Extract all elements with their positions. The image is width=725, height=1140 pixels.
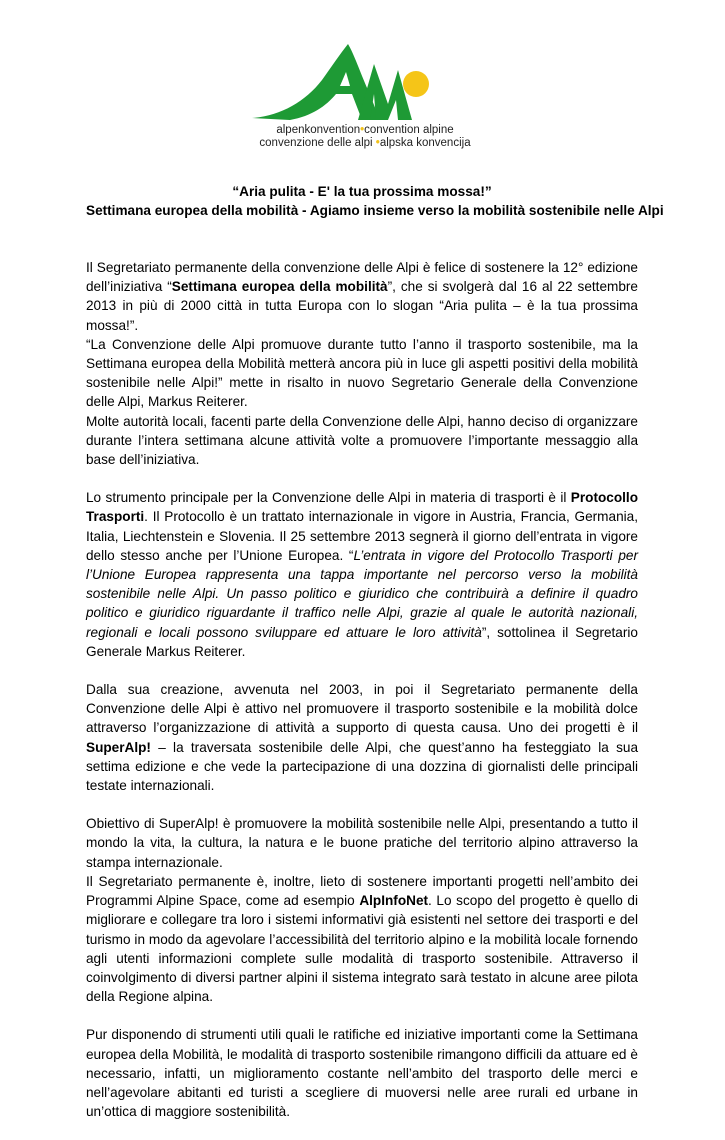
p1-text-a: Il Segretariato permanente della convenzione delle Alpi è felice di sostenere la 12° edizione dell’iniziativa “ <box>86 260 638 295</box>
paragraph-quote: “La Convenzione delle Alpi promuove durante tutto l’anno il trasporto sostenibile, ma la Settimana europea della Mobilità metterà ancora più in luce gli aspetti positivi della mobilità sostenibile nelle Alpi!” mette in risalto in nuovo Segretario Generale della Convenzione delle Alpi, Markus Reiterer. <box>86 336 638 410</box>
paragraph-intro <box>86 258 638 335</box>
logo-text-convention-alpine: convention alpine <box>364 124 454 136</box>
separator-dot-icon: • <box>360 124 365 136</box>
logo-text-convenzione: convenzione delle alpi <box>259 137 373 149</box>
p4-bold-protocol: Protocollo Trasporti <box>86 490 638 525</box>
paragraph-superalp <box>86 680 638 795</box>
paragraph-transport-protocol <box>86 488 638 661</box>
p1-text-c: ”, che si svolgerà dal 16 al 22 settembre 2013 in più di 2000 città in tutta Europa con lo slogan “Aria pulita – è la tua prossima mossa!”. <box>86 279 638 333</box>
p4-italic-quote: L’entrata in vigore del Protocollo Trasporti per l’Unione Europea rappresenta una tappa importante nel percorso verso la mobilità sostenibile nelle Alpi. Un passo politico e giuridico che contribuirà a definire il quadro politico e giuridico riguardante il traffico nelle Alpi, grazie al quale le autorità nazionali, regionali e locali possono sviluppare ed attuare le loro attività <box>86 547 639 640</box>
press-release-title: “Aria pulita - E' la tua prossima mossa!” <box>232 184 492 199</box>
logo-caption-line-1 <box>250 124 480 136</box>
paragraph-alpinfonet <box>86 872 638 1006</box>
mountain-logo-icon <box>250 42 480 122</box>
paragraph-local-authorities: Molte autorità locali, facenti parte della Convenzione delle Alpi, hanno deciso di organizzare durante l’intera settimana alcune attività volte a promuovere l’importante messaggio alla base dell’iniziativa. <box>86 413 638 468</box>
p4-text-c: . Il Protocollo è un trattato internazionale in vigore in Austria, Francia, Germania, Italia, Liechtenstein e Slovenia. Il 25 settembre 2013 segnerà il giorno dell’entrata in vigore dello stesso anche per l’Unione Europea. “ <box>86 509 638 563</box>
alpine-convention-logo <box>250 42 480 152</box>
logo-caption-line-2 <box>250 137 480 149</box>
logo-text-alpenkonvention: alpenkonvention <box>276 124 361 136</box>
paragraph-superalp-goal: Obiettivo di SuperAlp! è promuovere la mobilità sostenibile nelle Alpi, presentando a tutto il mondo la vita, la cultura, la natura e le buone pratiche del territorio alpino attraverso la stampa internazionale. <box>86 816 638 870</box>
p5-text-a: Dalla sua creazione, avvenuta nel 2003, in poi il Segretariato permanente della Convenzione delle Alpi è attivo nel promuovere il trasporto sostenibile e la mobilità dolce attraverso l’organizzazione di attività a supporto di questa causa. Uno dei progetti è il <box>86 682 638 736</box>
p4-text-e: ”, sottolinea il Segretario Generale Markus Reiterer. <box>86 624 638 659</box>
p7-bold-alpinfonet: AlpInfoNet <box>359 893 429 909</box>
p4-text-a: Lo strumento principale per la Convenzione delle Alpi in materia di trasporti è il <box>86 490 571 506</box>
p7-text-c: . Lo scopo del progetto è quello di migliorare e collegare tra loro i sistemi informativi già esistenti nel settore dei trasporti e del turismo in modo da agevolare l’accessibilità del territorio alpino e la mobilità locale fornendo agli utenti informazioni complete sulle modalità di trasporto sostenibile. Attraverso il coinvolgimento di diversi partner alpini il sistema integrato sarà testato in alcune aree pilota della Regione alpina. <box>86 893 638 1005</box>
logo-text-alpska: alpska konvencija <box>379 137 471 149</box>
press-release-body <box>86 258 638 1140</box>
p5-text-c: – la traversata sostenibile delle Alpi, che quest’anno ha festeggiato la sua settima edizione e che vede la partecipazione di una dozzina di giornalisti delle principali testate internazionali. <box>86 739 638 794</box>
p1-bold-initiative: Settimana europea della mobilità <box>171 279 388 295</box>
separator-dot-icon: • <box>375 137 380 149</box>
press-release-subtitle: Settimana europea della mobilità - Agiamo insieme verso la mobilità sostenibile nelle Alpi <box>86 203 664 218</box>
paragraph-conclusion: Pur disponendo di strumenti utili quali le ratifiche ed iniziative importanti come la Settimana europea della Mobilità, le modalità di trasporto sostenibile rimangono difficili da attuare ed è necessario, infatti, un miglioramento costante nell’ambito del trasporto delle merci e nell’agevolare abitanti ed turisti a scegliere di muoversi nelle aree rurali ed urbane in un’ottica di maggiore sostenibilità. <box>86 1027 638 1120</box>
p5-bold-superalp: SuperAlp! <box>86 739 151 755</box>
p7-text-a: Il Segretariato permanente è, inoltre, lieto di sostenere importanti progetti nell’ambito dei Programmi Alpine Space, come ad esempio <box>86 873 638 909</box>
